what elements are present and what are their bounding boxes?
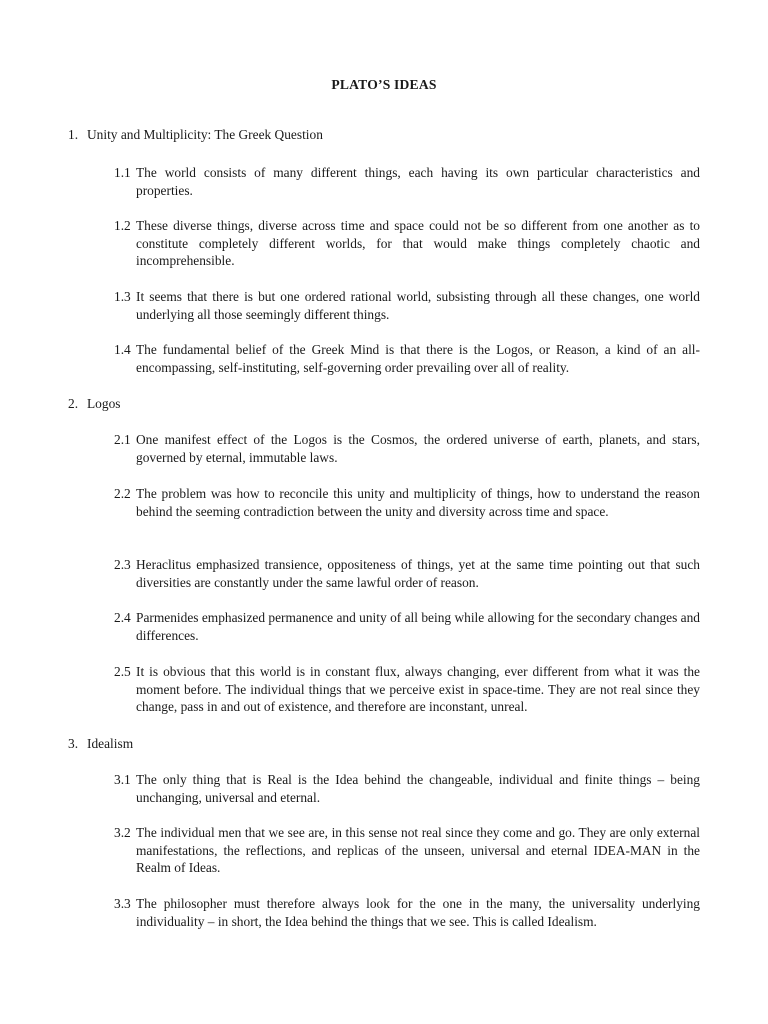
- item-number: 3.3: [114, 896, 131, 911]
- item-text: It is obvious that this world is in constant flux, always changing, ever different from what it was the moment before. The individual things that we perceive exist in space-time. They are not real since they change, pass in and out of existence, and therefore are inconstant, unreal.: [136, 664, 700, 715]
- item-text: Heraclitus emphasized transience, oppositeness of things, yet at the same time pointing out that such diversities are constantly under the same lawful order of reason.: [136, 557, 700, 590]
- item-number: 2.5: [114, 664, 131, 679]
- item-text: The philosopher must therefore always look for the one in the many, the universality underlying individuality – in short, the Idea behind the things that we see. This is called Idealism.: [136, 896, 700, 929]
- list-item-2-5: [114, 663, 700, 716]
- item-text: It seems that there is but one ordered rational world, subsisting through all these changes, one world underlying all those seemingly different things.: [136, 289, 700, 322]
- item-number: 2.2: [114, 486, 131, 501]
- list-item-1-3: [114, 288, 700, 323]
- list-item-1-2: [114, 217, 700, 270]
- item-number: 1.1: [114, 165, 131, 180]
- list-item-2-4: [114, 609, 700, 644]
- item-number: 1.3: [114, 289, 131, 304]
- item-number: 1.2: [114, 218, 131, 233]
- item-text: The world consists of many different things, each having its own particular characteristics and properties.: [136, 165, 700, 198]
- item-text: The individual men that we see are, in this sense not real since they come and go. They are only external manifestations, the reflections, and replicas of the unseen, universal and eternal IDEA-MAN in the Realm of Ideas.: [136, 825, 700, 876]
- item-number: 2.4: [114, 610, 131, 625]
- item-text: One manifest effect of the Logos is the Cosmos, the ordered universe of earth, planets, and stars, governed by eternal, immutable laws.: [136, 432, 700, 465]
- list-item-1-1: [114, 164, 700, 199]
- section-title: Logos: [87, 396, 121, 411]
- list-item-2-2: [114, 485, 700, 520]
- section-number: 3.: [68, 736, 79, 751]
- section-title: Unity and Multiplicity: The Greek Question: [87, 127, 323, 142]
- item-text: The only thing that is Real is the Idea behind the changeable, individual and finite things – being unchanging, universal and eternal.: [136, 772, 700, 805]
- list-item-1-4: [114, 341, 700, 376]
- item-number: 3.1: [114, 772, 131, 787]
- item-text: The problem was how to reconcile this unity and multiplicity of things, how to understand the reason behind the seeming contradiction between the unity and diversity across time and space.: [136, 486, 700, 519]
- item-number: 2.3: [114, 557, 131, 572]
- list-item-3-3: [114, 895, 700, 930]
- item-number: 3.2: [114, 825, 131, 840]
- section-title: Idealism: [87, 736, 134, 751]
- section-number: 2.: [68, 396, 79, 411]
- list-item-2-3: [114, 556, 700, 591]
- list-item-3-2: [114, 824, 700, 877]
- section-number: 1.: [68, 127, 79, 142]
- list-item-3-1: [114, 771, 700, 806]
- list-item-2-1: [114, 431, 700, 466]
- item-number: 2.1: [114, 432, 131, 447]
- document-title: PLATO’S IDEAS: [331, 77, 437, 92]
- item-text: These diverse things, diverse across time and space could not be so different from one another as to constitute completely different worlds, for that would make things completely chaotic and incomprehensible.: [136, 218, 700, 269]
- item-text: The fundamental belief of the Greek Mind is that there is the Logos, or Reason, a kind of an all-encompassing, self-instituting, self-governing order prevailing over all of reality.: [136, 342, 700, 375]
- section-heading-3: [68, 735, 133, 753]
- section-heading-1: [68, 126, 323, 144]
- item-number: 1.4: [114, 342, 131, 357]
- section-heading-2: [68, 395, 120, 413]
- item-text: Parmenides emphasized permanence and unity of all being while allowing for the secondary changes and differences.: [136, 610, 700, 643]
